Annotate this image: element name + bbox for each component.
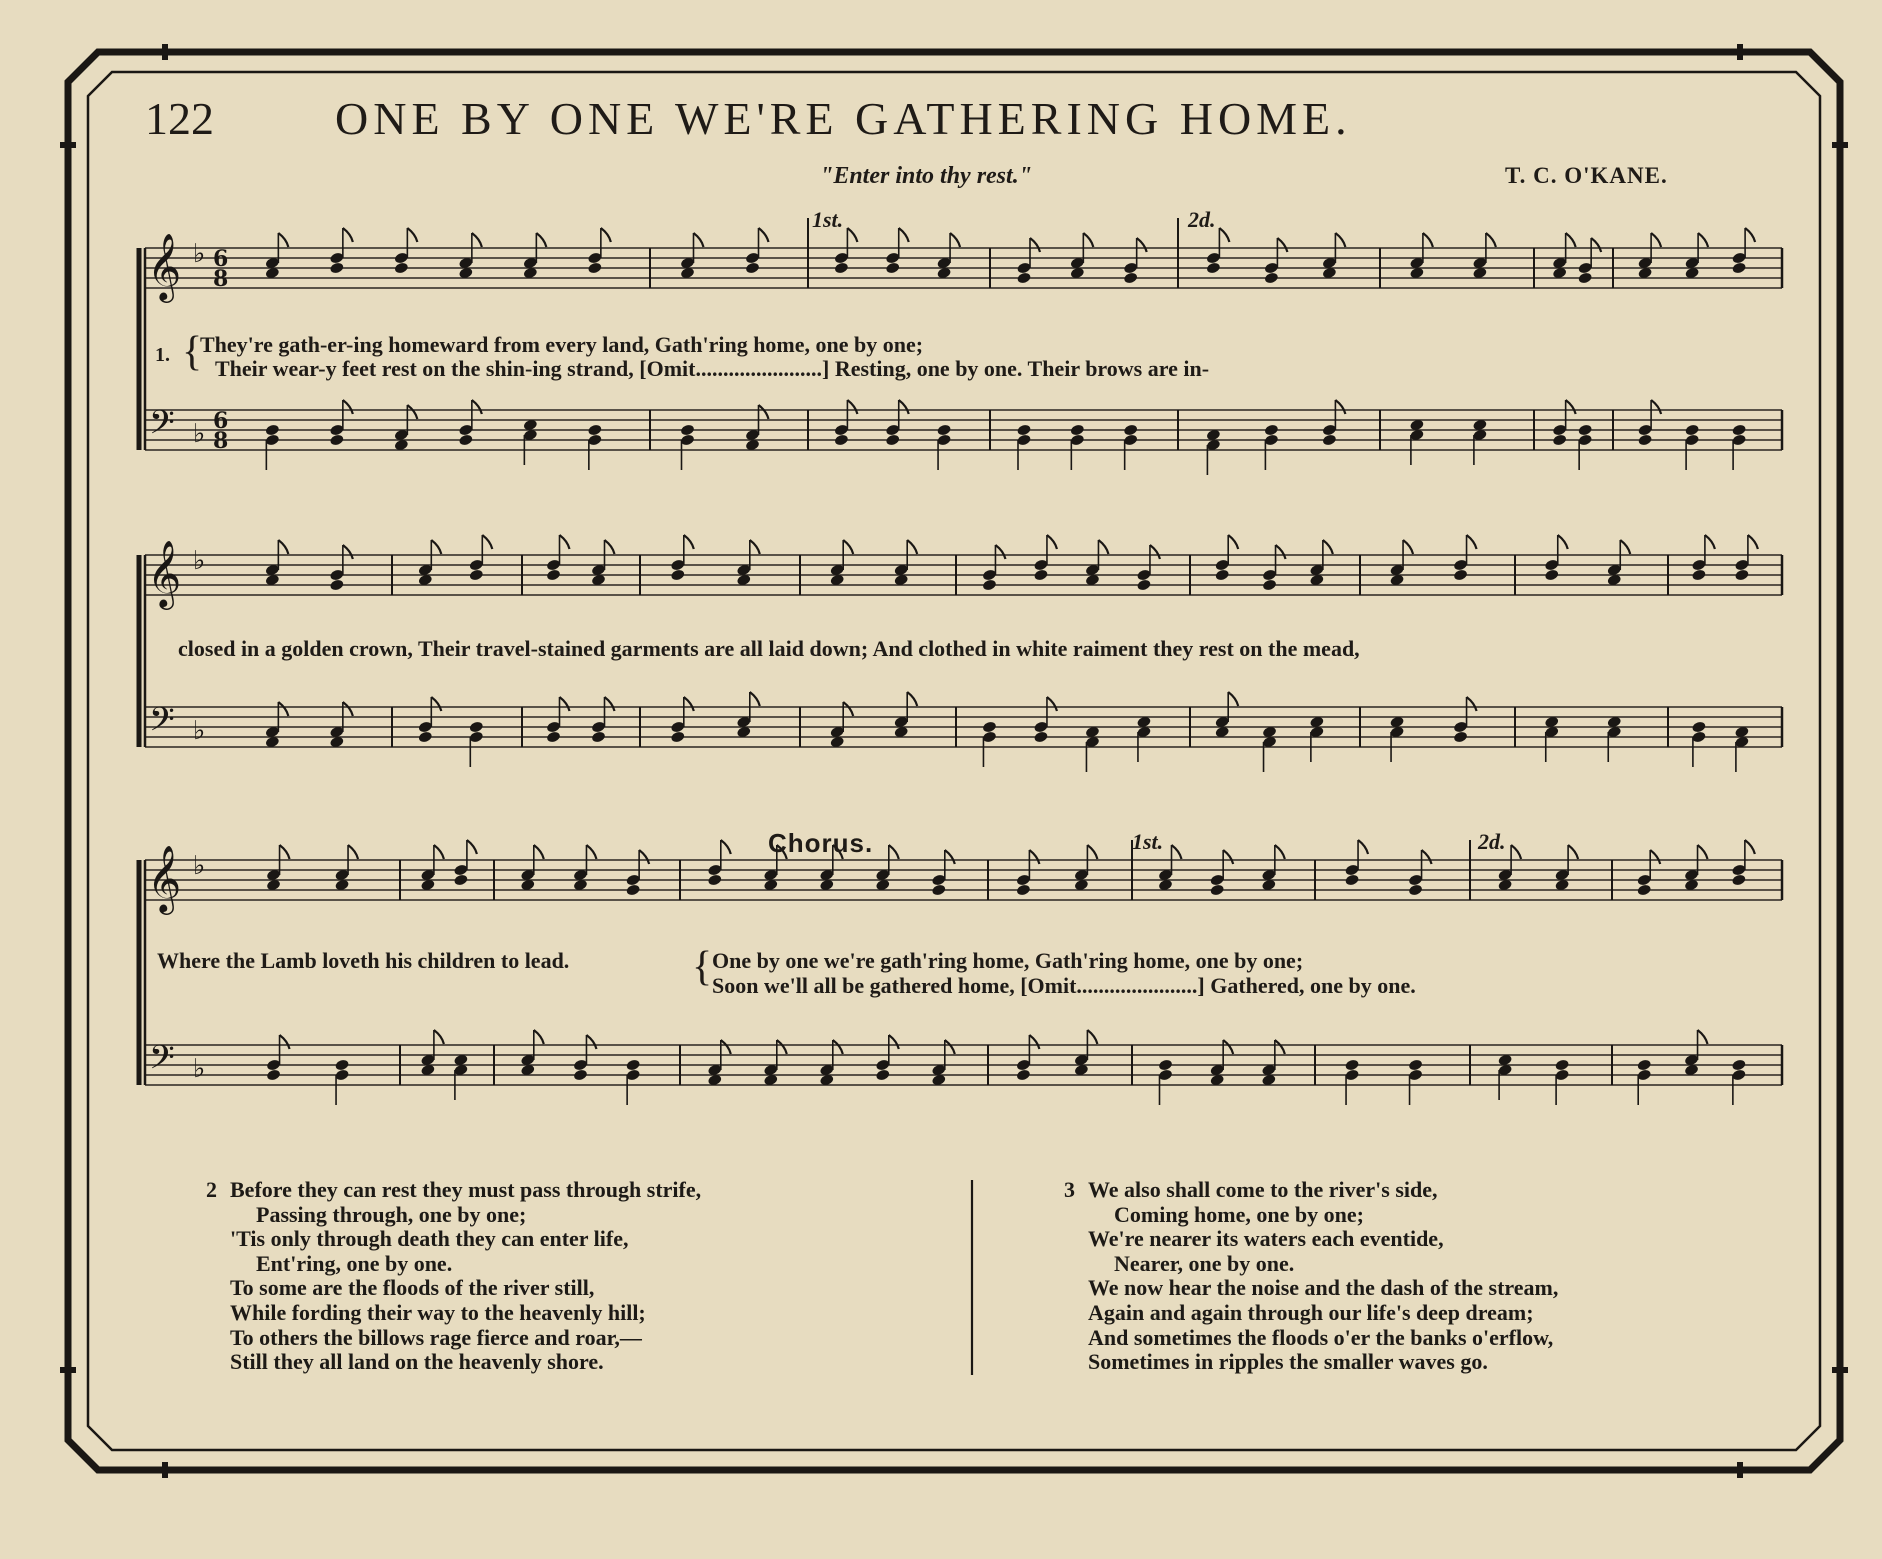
note-head <box>745 261 760 274</box>
note-head <box>1731 1058 1746 1071</box>
note-flag <box>1651 400 1661 414</box>
note-flag <box>536 233 546 247</box>
note-head <box>936 423 951 436</box>
note-flag <box>431 540 441 554</box>
note-head <box>1691 720 1706 733</box>
note-flag <box>434 1030 444 1044</box>
note-flag <box>280 1035 290 1049</box>
stanza-line: We now hear the noise and the dash of the stream, <box>1088 1275 1559 1301</box>
note-flag <box>1150 545 1160 559</box>
note-head <box>1731 261 1746 274</box>
note-head <box>329 261 344 274</box>
note-flag <box>1568 845 1578 859</box>
note-flag <box>1566 400 1576 414</box>
note-head <box>334 1058 349 1071</box>
note-flag <box>777 1040 787 1054</box>
note-flag <box>348 845 358 859</box>
note-head <box>670 568 685 581</box>
note-flag <box>1620 540 1630 554</box>
note-head <box>875 1068 890 1081</box>
bass-clef-icon: 𝄢 <box>149 404 175 450</box>
note-head <box>834 433 849 446</box>
note-flag <box>431 697 441 711</box>
stanza-line: We also shall come to the river's side, <box>1088 1177 1438 1202</box>
chorus-brace: { <box>692 944 713 990</box>
note-flag <box>684 697 694 711</box>
note-flag <box>280 845 290 859</box>
note-head <box>1344 873 1359 886</box>
note-flag <box>1558 535 1568 549</box>
frame-ornament <box>1832 142 1848 148</box>
stanza-number: 2 <box>206 1177 217 1202</box>
stanza-line: To others the billows rage fierce and roar,— <box>230 1324 642 1350</box>
note-head <box>1408 883 1423 896</box>
note-head <box>982 578 997 591</box>
note-flag <box>1276 545 1286 559</box>
note-flag <box>605 540 615 554</box>
verse-number: 1. <box>155 344 170 366</box>
note-flag <box>759 228 769 242</box>
note-head <box>834 261 849 274</box>
note-flag <box>1486 233 1496 247</box>
note-flag <box>945 850 955 864</box>
stanza-line: Still they all land on the heavenly shore. <box>230 1349 604 1375</box>
note-flag <box>1698 233 1708 247</box>
note-flag <box>534 845 544 859</box>
stanza-line: Again and again through our life's deep dream; <box>1088 1299 1534 1325</box>
note-head <box>680 423 695 436</box>
time-signature: 8 <box>213 266 229 292</box>
lyric-line: Soon we'll all be gathered home, [Omit......................] Gathered, one by one. <box>712 973 1416 998</box>
treble-clef-icon: 𝄞 <box>147 539 182 607</box>
note-head <box>1264 271 1279 284</box>
stanza-line: Passing through, one by one; <box>256 1201 527 1227</box>
note-flag <box>1030 238 1040 252</box>
volta-second-label: 2d. <box>1188 207 1216 232</box>
note-flag <box>833 1040 843 1054</box>
note-flag <box>847 228 857 242</box>
note-flag <box>482 535 492 549</box>
volta-second-label: 2d. <box>1478 829 1506 854</box>
stanza-line: Before they can rest they must pass through strife, <box>230 1177 702 1202</box>
flat-icon: ♭ <box>193 851 206 881</box>
note-head <box>546 730 561 743</box>
stanza-line: While fording their way to the heavenly hill; <box>230 1299 646 1325</box>
stanza-line: We're nearer its waters each eventide, <box>1088 1226 1444 1252</box>
note-head <box>573 1068 588 1081</box>
note-flag <box>586 845 596 859</box>
note-flag <box>343 702 353 716</box>
note-flag <box>759 405 769 419</box>
note-head <box>707 873 722 886</box>
note-head <box>265 423 280 436</box>
note-head <box>458 433 473 446</box>
note-flag <box>889 1035 899 1049</box>
note-flag <box>750 692 760 706</box>
composer: T. C. O'KANE. <box>1505 163 1668 188</box>
flat-icon: ♭ <box>193 1054 206 1084</box>
note-head <box>418 730 433 743</box>
note-flag <box>1566 233 1576 247</box>
flat-icon: ♭ <box>193 419 206 449</box>
stanza-2 <box>206 1177 702 1375</box>
note-head <box>1033 730 1048 743</box>
note-flag <box>534 1030 544 1044</box>
note-head <box>1577 271 1592 284</box>
note-flag <box>750 540 760 554</box>
note-head <box>469 568 484 581</box>
note-flag <box>899 228 909 242</box>
frame-ornament <box>60 142 76 148</box>
note-flag <box>1423 233 1433 247</box>
note-head <box>1552 433 1567 446</box>
lyric-line: They're gath-er-ing homeward from every land, Gath'ring home, one by one; <box>200 332 924 357</box>
note-head <box>1016 423 1031 436</box>
lyric-line: closed in a golden crown, Their travel-stained garments are all laid down; And clothed in white raiment they rest on the mead, <box>178 636 1360 661</box>
note-head <box>1322 433 1337 446</box>
note-head <box>1215 568 1230 581</box>
note-flag <box>1047 697 1057 711</box>
note-head <box>1344 1058 1359 1071</box>
page-number: 122 <box>145 93 214 144</box>
frame-ornament <box>1832 1367 1848 1373</box>
frame-ornament <box>162 1462 168 1478</box>
note-flag <box>560 535 570 549</box>
note-flag <box>1275 845 1285 859</box>
note-head <box>546 568 561 581</box>
note-flag <box>1335 400 1345 414</box>
note-flag <box>945 1040 955 1054</box>
lyric-line: Their wear-y feet rest on the shin-ing strand, [Omit.......................] Resting, one by one. Their brows are in- <box>215 356 1210 381</box>
note-flag <box>1335 233 1345 247</box>
note-head <box>885 261 900 274</box>
note-flag <box>847 400 857 414</box>
note-flag <box>1219 228 1229 242</box>
note-flag <box>1650 850 1660 864</box>
frame-ornament <box>162 44 168 60</box>
note-head <box>1453 730 1468 743</box>
note-flag <box>1698 1030 1708 1044</box>
stanza-line: And sometimes the floods o'er the banks o'erflow, <box>1088 1324 1554 1350</box>
note-head <box>885 433 900 446</box>
note-head <box>1264 423 1279 436</box>
note-flag <box>843 702 853 716</box>
note-head <box>670 730 685 743</box>
note-flag <box>1698 845 1708 859</box>
note-flag <box>1223 850 1233 864</box>
note-head <box>1691 568 1706 581</box>
note-flag <box>1277 238 1287 252</box>
stanza-line: Coming home, one by one; <box>1114 1201 1364 1227</box>
stanza-number: 3 <box>1064 1177 1075 1202</box>
note-head <box>625 883 640 896</box>
note-flag <box>1172 845 1182 859</box>
note-head <box>1731 423 1746 436</box>
note-head <box>1016 883 1031 896</box>
note-flag <box>1228 535 1238 549</box>
frame-ornament <box>1737 1462 1743 1478</box>
note-head <box>625 1058 640 1071</box>
frame-ornament <box>1737 44 1743 60</box>
note-flag <box>343 400 353 414</box>
stanza-3 <box>1064 1177 1559 1375</box>
note-flag <box>1422 850 1432 864</box>
stanza-line: Ent'ring, one by one. <box>256 1250 453 1276</box>
chorus-label: Chorus. <box>768 828 874 858</box>
note-flag <box>1358 840 1368 854</box>
note-flag <box>899 400 909 414</box>
volta-first-label: 1st. <box>812 207 844 232</box>
note-flag <box>1137 238 1147 252</box>
note-flag <box>467 840 477 854</box>
flat-icon: ♭ <box>193 546 206 576</box>
note-head <box>1070 423 1085 436</box>
treble-clef-icon: 𝄞 <box>147 844 182 912</box>
note-head <box>1123 423 1138 436</box>
time-signature: 8 <box>213 428 229 454</box>
note-head <box>1637 883 1652 896</box>
note-flag <box>1087 845 1097 859</box>
note-head <box>329 433 344 446</box>
note-flag <box>1228 692 1238 706</box>
note-flag <box>889 845 899 859</box>
note-flag <box>950 233 960 247</box>
note-flag <box>721 840 731 854</box>
note-flag <box>694 233 704 247</box>
note-head <box>1544 568 1559 581</box>
note-head <box>394 261 409 274</box>
note-flag <box>1223 1040 1233 1054</box>
note-flag <box>586 1035 596 1049</box>
stanza-line: Nearer, one by one. <box>1114 1250 1295 1276</box>
note-flag <box>721 1040 731 1054</box>
note-head <box>1684 423 1699 436</box>
note-flag <box>278 702 288 716</box>
note-head <box>329 578 344 591</box>
note-head <box>1136 578 1151 591</box>
note-head <box>1123 271 1138 284</box>
note-flag <box>1467 535 1477 549</box>
note-flag <box>343 545 353 559</box>
note-flag <box>1591 238 1601 252</box>
note-head <box>982 720 997 733</box>
note-flag <box>1098 540 1108 554</box>
note-flag <box>1511 845 1521 859</box>
note-flag <box>1029 850 1039 864</box>
note-flag <box>907 540 917 554</box>
note-flag <box>605 697 615 711</box>
frame-ornament <box>60 1367 76 1373</box>
note-head <box>1209 883 1224 896</box>
note-head <box>1016 271 1031 284</box>
note-flag <box>472 233 482 247</box>
note-flag <box>1403 540 1413 554</box>
note-flag <box>1745 840 1755 854</box>
hymn-title: ONE BY ONE WE'RE GATHERING HOME. <box>335 93 1352 144</box>
note-flag <box>601 228 611 242</box>
note-flag <box>1705 535 1715 549</box>
note-flag <box>472 400 482 414</box>
note-flag <box>343 228 353 242</box>
note-flag <box>1467 697 1477 711</box>
volta-first-label: 1st. <box>1132 829 1164 854</box>
time-signature: 6 <box>213 246 229 272</box>
epigraph: "Enter into thy rest." <box>820 163 1033 189</box>
lyric-line: One by one we're gath'ring home, Gath'ring home, one by one; <box>712 948 1304 973</box>
time-signature: 6 <box>213 408 229 434</box>
note-flag <box>1087 1030 1097 1044</box>
note-flag <box>907 692 917 706</box>
flat-icon: ♭ <box>193 716 206 746</box>
note-head <box>1734 568 1749 581</box>
verse-brace: { <box>182 329 203 375</box>
note-head <box>1637 1058 1652 1071</box>
note-flag <box>1651 233 1661 247</box>
note-head <box>469 720 484 733</box>
note-flag <box>407 405 417 419</box>
note-flag <box>639 850 649 864</box>
note-head <box>1554 1058 1569 1071</box>
note-flag <box>995 545 1005 559</box>
note-flag <box>407 228 417 242</box>
note-flag <box>1745 228 1755 242</box>
note-flag <box>1047 535 1057 549</box>
note-head <box>266 1068 281 1081</box>
note-head <box>1408 1058 1423 1071</box>
note-head <box>1453 568 1468 581</box>
note-flag <box>1029 1035 1039 1049</box>
note-flag <box>1083 233 1093 247</box>
note-head <box>931 883 946 896</box>
bass-clef-icon: 𝄢 <box>149 1039 175 1085</box>
lyric-line: Where the Lamb loveth his children to lead. <box>157 948 570 973</box>
stanza-line: 'Tis only through death they can enter life, <box>230 1226 629 1252</box>
flat-icon: ♭ <box>193 239 206 269</box>
note-flag <box>560 697 570 711</box>
note-head <box>1577 423 1592 436</box>
note-head <box>453 873 468 886</box>
note-head <box>587 423 602 436</box>
note-flag <box>1748 535 1758 549</box>
bass-clef-icon: 𝄢 <box>149 701 175 747</box>
note-head <box>1158 1058 1173 1071</box>
note-flag <box>1275 1040 1285 1054</box>
note-flag <box>278 540 288 554</box>
note-head <box>1033 568 1048 581</box>
note-flag <box>684 535 694 549</box>
note-head <box>1637 433 1652 446</box>
note-flag <box>843 540 853 554</box>
note-head <box>1206 261 1221 274</box>
note-head <box>1262 578 1277 591</box>
note-head <box>591 730 606 743</box>
note-flag <box>1323 540 1333 554</box>
treble-clef-icon: 𝄞 <box>147 232 182 300</box>
note-flag <box>278 233 288 247</box>
note-head <box>1731 873 1746 886</box>
note-flag <box>434 845 444 859</box>
note-head <box>1016 1068 1031 1081</box>
note-head <box>587 261 602 274</box>
stanza-line: Sometimes in ripples the smaller waves go. <box>1088 1349 1488 1375</box>
stanza-line: To some are the floods of the river still, <box>230 1275 595 1301</box>
